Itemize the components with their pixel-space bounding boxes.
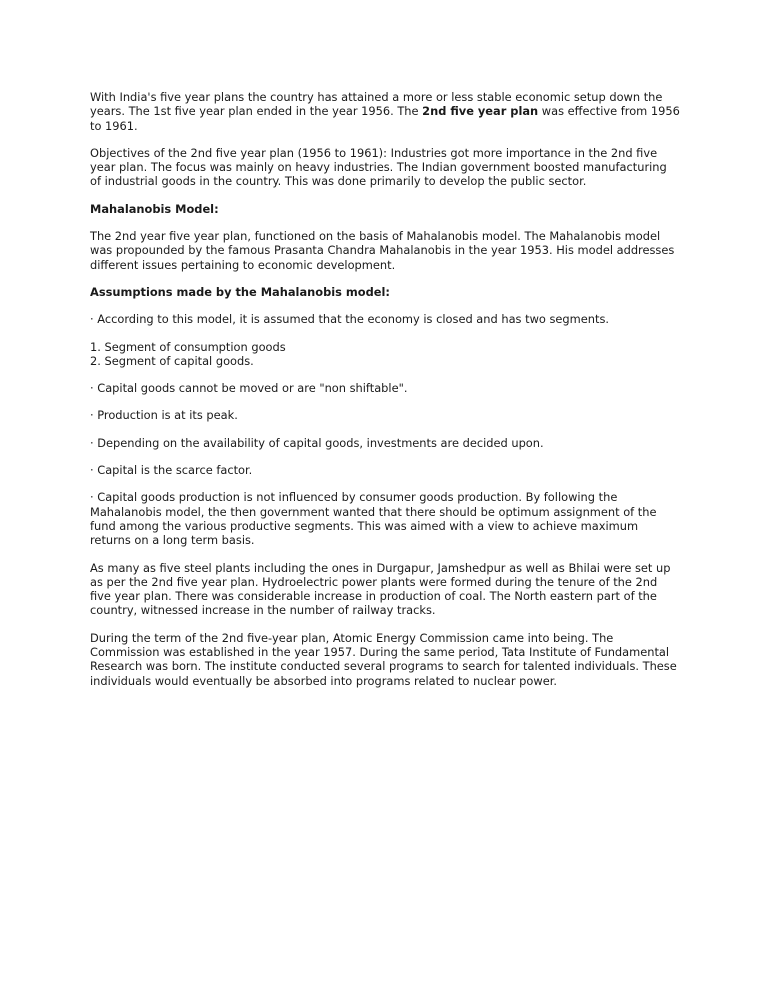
objectives-paragraph: Objectives of the 2nd five year plan (1956 to 1961): Industries got more importance in the 2nd five year plan. The focus was mainly on heavy industries. The Indian government boosted manufacturing of industrial goods in the country. This was done primarily to develop the public sector. [90, 145, 667, 189]
document-page [90, 90, 680, 701]
assumption-non-shiftable: · Capital goods cannot be moved or are "non shiftable". [90, 381, 408, 396]
intro-text-end: was effective from 1956 to 1961. [90, 104, 680, 133]
assumption-production-peak: · Production is at its peak. [90, 408, 238, 423]
intro-bold-phrase: 2nd five year plan [422, 104, 539, 119]
segment-item: 1. Segment of consumption goods [90, 339, 286, 354]
assumption-investments: · Depending on the availability of capital goods, investments are decided upon. [90, 435, 544, 450]
mahalanobis-model-heading: Mahalanobis Model: [90, 201, 219, 216]
intro-paragraph [90, 90, 680, 133]
assumptions-heading: Assumptions made by the Mahalanobis model: [90, 284, 390, 299]
segment-item: 2. Segment of capital goods. [90, 353, 254, 368]
steel-plants-paragraph: As many as five steel plants including the ones in Durgapur, Jamshedpur as well as Bhilai were set up as per the 2nd five year plan. Hydroelectric power plants were formed during the tenure of the 2nd five year plan. There was considerable increase in production of coal. The North eastern part of the country, witnessed increase in the number of railway tracks. [90, 560, 671, 618]
segments-list [90, 340, 680, 369]
assumption-closed-economy: · According to this model, it is assumed that the economy is closed and has two segments. [90, 312, 609, 327]
atomic-energy-paragraph: During the term of the 2nd five-year plan, Atomic Energy Commission came into being. The Commission was established in the year 1957. During the same period, Tata Institute of Fundamental Research was born. The institute conducted several programs to search for talented individuals. These individuals would eventually be absorbed into programs related to nuclear power. [90, 630, 677, 688]
intro-text-start: With India's five year plans the country has attained a more or less stable economic setup down the years. The 1st five year plan ended in the year 1956. The [90, 90, 663, 119]
assumption-capital-goods-production: · Capital goods production is not influenced by consumer goods production. By following the Mahalanobis model, the then government wanted that there should be optimum assignment of the fund among the various productive segments. This was aimed with a view to achieve maximum returns on a long term basis. [90, 490, 657, 548]
assumption-scarce-capital: · Capital is the scarce factor. [90, 463, 253, 478]
model-description-paragraph: The 2nd year five year plan, functioned on the basis of Mahalanobis model. The Mahalanobis model was propounded by the famous Prasanta Chandra Mahalanobis in the year 1953. His model addresses different issues pertaining to economic development. [90, 229, 675, 272]
